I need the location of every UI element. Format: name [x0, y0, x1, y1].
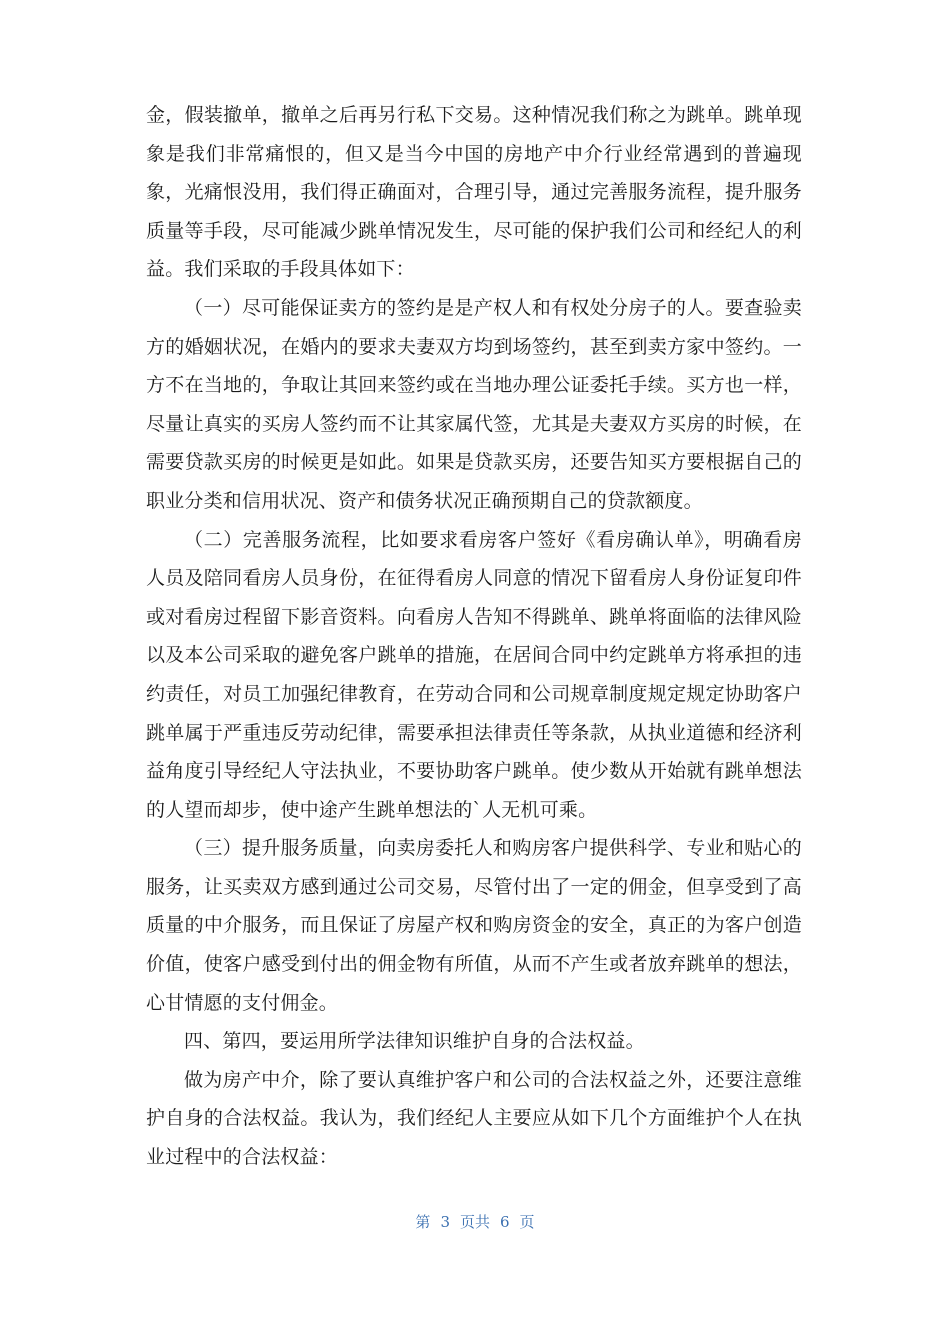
paragraph-intro: 做为房产中介，除了要认真维护客户和公司的合法权益之外，还要注意维护自身的合法权益。我认为，我们经纪人主要应从如下几个方面维护个人在执业过程中的合法权益： [146, 1068, 802, 1169]
paragraph-item-2: （二）完善服务流程，比如要求看房客户签好《看房确认单》，明确看房人员及陪同看房人员身份，在征得看房人同意的情况下留看房人身份证复印件或对看房过程留下影音资料。向看房人告知不得跳单、跳单将面临的法律风险以及本公司采取的避免客户跳单的措施，在居间合同中约定跳单方将承担的违约责任，对员工加强纪律教育，在劳动合同和公司规章制度规定规定协助客户跳单属于严重违反劳动纪律，需要承担法律责任等条款，从执业道德和经济利益角度引导经纪人守法执业，不要协助客户跳单。使少数从开始就有跳单想法的人望而却步，使中途产生跳单想法的`人无机可乘。 [146, 528, 802, 821]
footer-di: 第 [415, 1213, 431, 1231]
footer-total-pages: 6 [500, 1213, 510, 1231]
section-heading-4: 四、第四，要运用所学法律知识维护自身的合法权益。 [184, 1030, 645, 1053]
footer-ye: 页 [519, 1213, 535, 1231]
footer-current-page: 3 [440, 1213, 450, 1231]
paragraph-item-1: （一）尽可能保证卖方的签约是是产权人和有权处分房子的人。要查验卖方的婚姻状况，在婚内的要求夫妻双方均到场签约，甚至到卖方家中签约。一方不在当地的，争取让其回来签约或在当地办理公证委托手续。买方也一样，尽量让真实的买房人签约而不让其家属代签，尤其是夫妻双方买房的时候，在需要贷款买房的时候更是如此。如果是贷款买房，还要告知买方要根据自己的职业分类和信用状况、资产和债务状况正确预期自己的贷款额度。 [146, 296, 802, 512]
paragraph-continued: 金，假装撤单，撤单之后再另行私下交易。这种情况我们称之为跳单。跳单现象是我们非常痛恨的，但又是当今中国的房地产中介行业经常遇到的普遍现象，光痛恨没用，我们得正确面对，合理引导，通过完善服务流程，提升服务质量等手段，尽可能减少跳单情况发生，尽可能的保护我们公司和经纪人的利益。我们采取的手段具体如下： [146, 104, 802, 281]
footer-ye-gong: 页共 [459, 1213, 490, 1231]
paragraph-item-3: （三）提升服务质量，向卖房委托人和购房客户提供科学、专业和贴心的服务，让买卖双方感到通过公司交易，尽管付出了一定的佣金，但享受到了高质量的中介服务，而且保证了房屋产权和购房资金的安全，真正的为客户创造价值，使客户感受到付出的佣金物有所值，从而不产生或者放弃跳单的想法，心甘情愿的支付佣金。 [146, 837, 802, 1014]
page-footer [0, 1211, 950, 1232]
document-body [146, 96, 802, 1177]
